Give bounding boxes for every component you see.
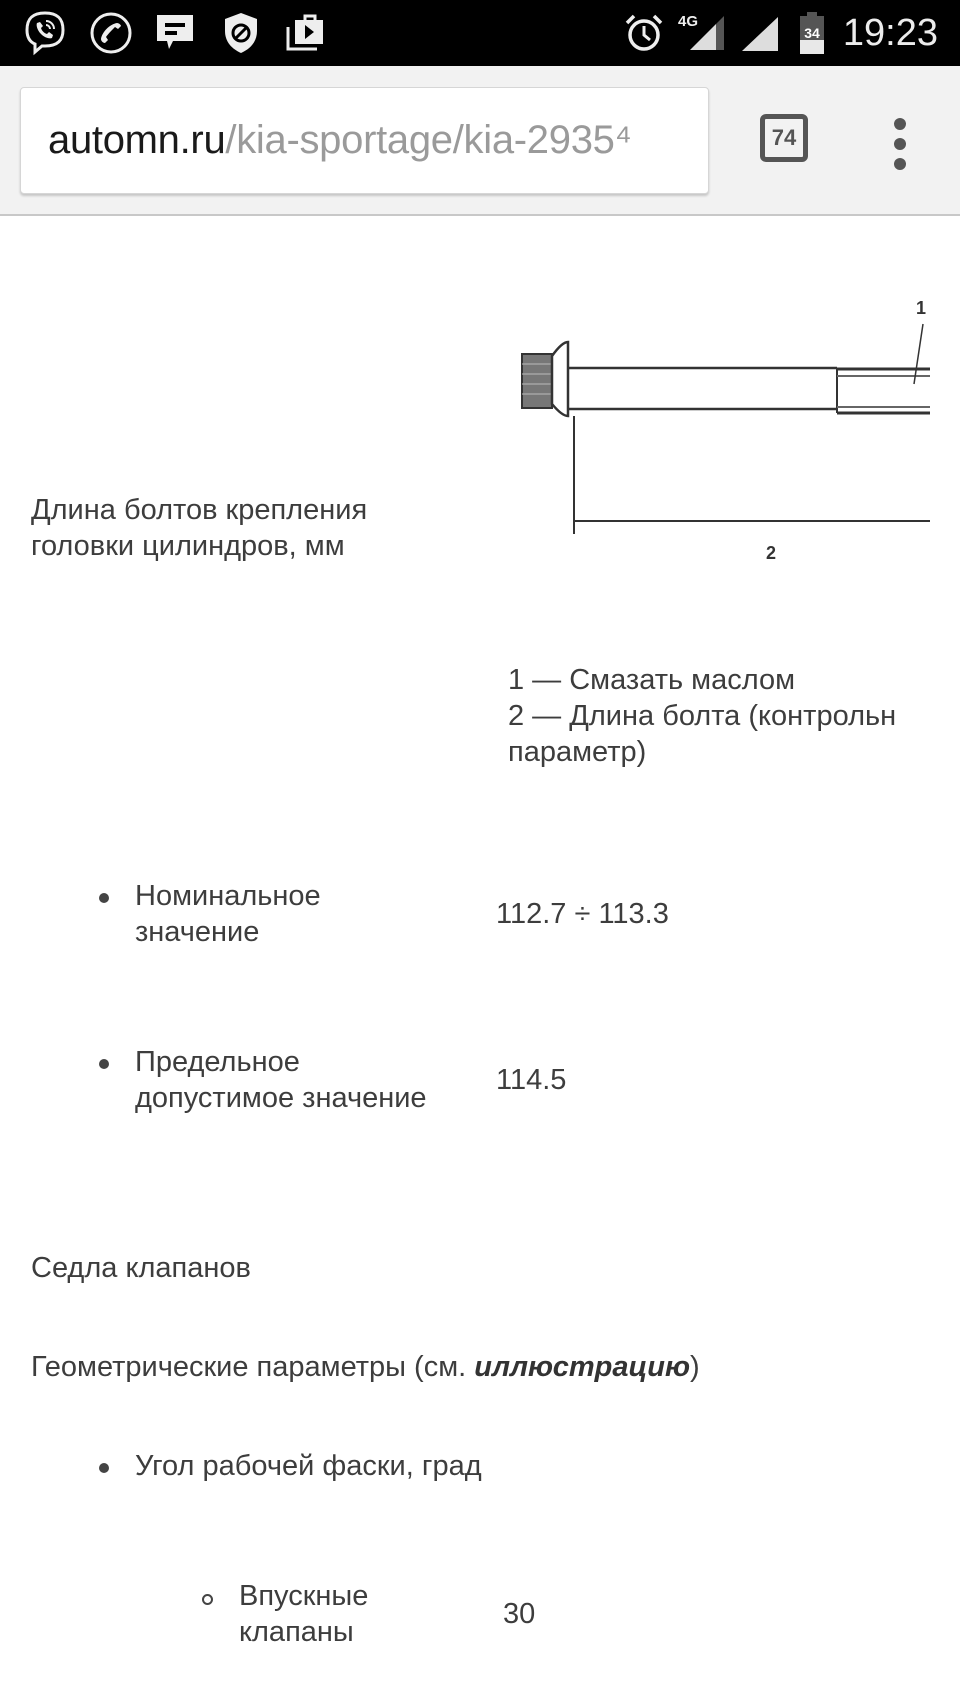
intake-label-line1: Впускные xyxy=(239,1580,369,1612)
bullet-icon xyxy=(99,1463,109,1473)
svg-text:2: 2 xyxy=(766,543,777,563)
nominal-label-line2: значение xyxy=(135,916,260,948)
url-path: /kia-sportage/kia-2935⁴ xyxy=(225,118,632,162)
viber-icon xyxy=(22,10,68,56)
svg-text:1: 1 xyxy=(916,298,927,318)
bullet-icon xyxy=(99,893,109,903)
svg-text:34: 34 xyxy=(804,25,820,41)
status-bar xyxy=(0,0,960,66)
overflow-menu-icon[interactable] xyxy=(880,118,920,170)
limit-label-line1: Предельное xyxy=(135,1046,300,1078)
limit-label-line2: допустимое значение xyxy=(135,1082,427,1114)
url-text[interactable] xyxy=(48,88,631,193)
tab-switcher-button[interactable] xyxy=(760,114,808,162)
nominal-value: 112.7 ÷ 113.3 xyxy=(496,898,669,930)
phone-call-icon xyxy=(88,10,134,56)
battery-icon xyxy=(798,10,826,56)
signal-icon xyxy=(738,10,782,56)
video-stack-icon xyxy=(282,10,328,56)
geometry-text: Геометрические параметры (см. xyxy=(31,1351,475,1383)
clock: 19:23 xyxy=(842,12,938,54)
bolt-length-label-line1: Длина болтов крепления xyxy=(31,494,368,526)
figure-legend-2-cont: параметр) xyxy=(508,736,647,768)
tab-count: 74 xyxy=(771,125,797,150)
geometry-paragraph xyxy=(31,1349,700,1385)
figure-legend-2: 2 — Длина болта (контрольн xyxy=(508,700,897,732)
signal-4g-icon xyxy=(678,10,728,56)
shield-block-icon xyxy=(218,10,264,56)
sub-bullet-icon xyxy=(202,1594,213,1605)
intake-label-line2: клапаны xyxy=(239,1616,354,1648)
nominal-label-line1: Номинальное xyxy=(135,880,321,912)
illustration-link[interactable]: иллюстрацию xyxy=(474,1351,691,1383)
chamfer-angle-label: Угол рабочей фаски, град xyxy=(135,1450,482,1482)
geometry-text-end: ) xyxy=(690,1351,700,1383)
figure-legend-1: 1 — Смазать маслом xyxy=(508,664,796,696)
valve-seats-heading: Седла клапанов xyxy=(31,1252,251,1284)
url-host: automn.ru xyxy=(48,118,226,162)
intake-value: 30 xyxy=(503,1598,536,1630)
alarm-icon xyxy=(622,10,666,56)
url-bar[interactable] xyxy=(20,87,709,194)
bolt-length-label-line2: головки цилиндров, мм xyxy=(31,530,345,562)
browser-toolbar xyxy=(0,66,960,216)
limit-value: 114.5 xyxy=(496,1064,567,1096)
message-icon xyxy=(152,10,198,56)
svg-text:4G: 4G xyxy=(678,13,699,30)
bullet-icon xyxy=(99,1059,109,1069)
